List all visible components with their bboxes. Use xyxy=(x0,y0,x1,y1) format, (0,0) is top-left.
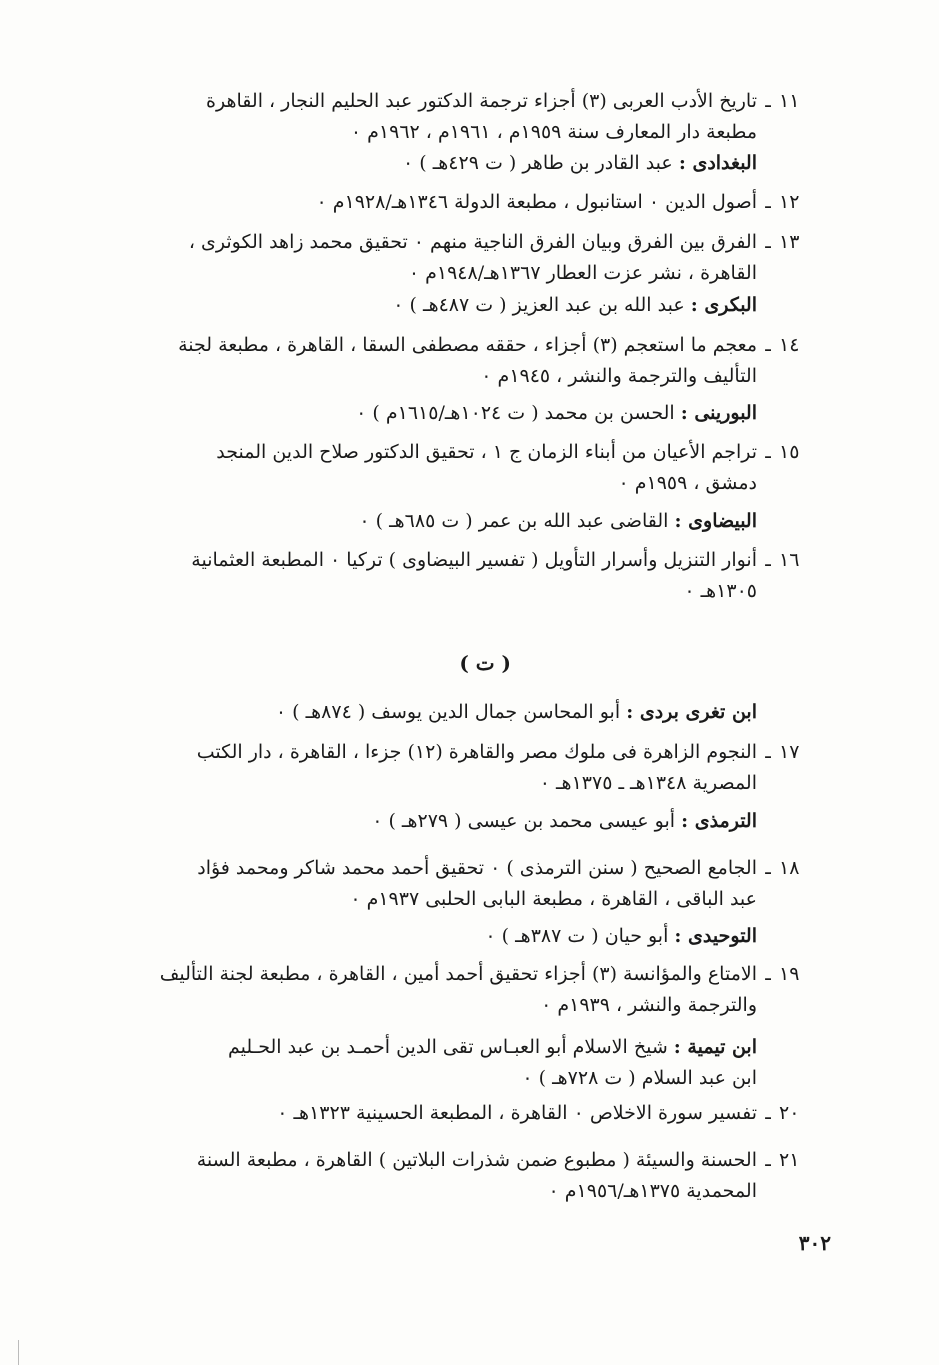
author-ibn-taymiyya xyxy=(228,1032,757,1062)
entry-19-continuation: والترجمة والنشر ، ١٩٣٩م ٠ xyxy=(541,994,757,1016)
author-baydawi xyxy=(359,506,757,536)
entry-15: ١٥ـتراجم الأعيان من أبناء الزمان ج ١ ، تحقيق الدكتور صلاح الدين المنجد xyxy=(216,437,821,467)
entry-number: ١١ xyxy=(779,90,800,112)
author-details: القاضى عبد الله بن عمر ( ت ٦٨٥هـ ) ٠ xyxy=(359,510,669,532)
author-name: ابن تيمية : xyxy=(673,1036,757,1058)
author-name: البغدادى : xyxy=(678,152,757,174)
page-number: ٣٠٢ xyxy=(798,1231,831,1255)
author-tirmidhi xyxy=(372,806,757,836)
entry-text: الفرق بين الفرق وبيان الفرق الناجية منهم ٠ تحقيق محمد زاهد الكوثرى ، xyxy=(188,231,757,253)
entry-21-continuation: المحمدية ١٣٧٥هـ/١٩٥٦م ٠ xyxy=(548,1180,757,1202)
entry-number: ١٦ xyxy=(779,549,800,571)
author-details: أبو عيسى محمد بن عيسى ( ٢٧٩هـ ) ٠ xyxy=(372,810,676,832)
entry-17-continuation: المصرية ١٣٤٨هـ ـ ١٣٧٥هـ ٠ xyxy=(539,772,757,794)
entry-number: ١٢ xyxy=(779,191,800,213)
entry-15-continuation: دمشق ، ١٩٥٩م ٠ xyxy=(618,472,757,494)
author-details: شيخ الاسلام أبو العبـاس تقى الدين أحمـد بن عبد الحـليم xyxy=(228,1036,668,1058)
entry-text: الامتاع والمؤانسة (٣) أجزاء تحقيق أحمد أمين ، القاهرة ، مطبعة لجنة التأليف xyxy=(159,963,757,985)
author-name: الترمذى : xyxy=(681,810,757,832)
entry-number: ٢١ xyxy=(779,1149,800,1171)
author-name: التوحيدى : xyxy=(674,925,757,947)
author-name: ابن تغرى بردى : xyxy=(626,701,757,723)
author-ibn-taymiyya-continuation: ابن عبد السلام ( ت ٧٢٨هـ ) ٠ xyxy=(522,1067,757,1089)
entry-number: ١٥ xyxy=(779,441,800,463)
author-tawhidi xyxy=(485,921,757,951)
entry-18: ١٨ـالجامع الصحيح ( سنن الترمذى ) ٠ تحقيق أحمد محمد شاكر ومحمد فؤاد xyxy=(197,853,821,883)
entry-19: ١٩ـالامتاع والمؤانسة (٣) أجزاء تحقيق أحمد أمين ، القاهرة ، مطبعة لجنة التأليف xyxy=(160,959,821,989)
author-details: عبد القادر بن طاهر ( ت ٤٢٩هـ ) ٠ xyxy=(402,152,673,174)
entry-11-continuation: مطبعة دار المعارف سنة ١٩٥٩م ، ١٩٦١م ، ١٩٦٢م ٠ xyxy=(350,121,757,143)
entry-11: ١١ـتاريخ الأدب العربى (٣) أجزاء ترجمة الدكتور عبد الحليم النجار ، القاهرة xyxy=(206,86,821,116)
entry-16-continuation: ١٣٠٥هـ ٠ xyxy=(684,580,757,602)
entry-number: ١٧ xyxy=(779,741,800,763)
author-bakri xyxy=(393,290,757,320)
entry-17: ١٧ـالنجوم الزاهرة فى ملوك مصر والقاهرة (١٢) جزءا ، القاهرة ، دار الكتب xyxy=(197,737,821,767)
author-ibn-taghri-birdi xyxy=(276,697,757,727)
margin-mark xyxy=(18,1340,19,1365)
author-name: البيضاوى : xyxy=(674,510,757,532)
author-details: عبد الله بن عبد العزيز ( ت ٤٨٧هـ ) ٠ xyxy=(393,294,685,316)
author-details: الحسن بن محمد ( ت ١٠٢٤هـ/١٦١٥م ) ٠ xyxy=(356,402,675,424)
entry-number: ١٩ xyxy=(779,963,800,985)
entry-number: ١٨ xyxy=(779,857,800,879)
entry-14: ١٤ـمعجم ما استعجم (٣) أجزاء ، حققه مصطفى السقا ، القاهرة ، مطبعة لجنة xyxy=(178,330,821,360)
entry-13: ١٣ـالفرق بين الفرق وبيان الفرق الناجية منهم ٠ تحقيق محمد زاهد الكوثرى ، xyxy=(189,227,821,257)
entry-text: أنوار التنزيل وأسرار التأويل ( تفسير البيضاوى ) تركيا ٠ المطبعة العثمانية xyxy=(191,549,757,571)
entry-text: الجامع الصحيح ( سنن الترمذى ) ٠ تحقيق أحمد محمد شاكر ومحمد فؤاد xyxy=(197,857,757,879)
entry-text: أصول الدين ٠ استانبول ، مطبعة الدولة ١٣٤٦هـ/١٩٢٨م ٠ xyxy=(316,191,757,213)
entry-number: ١٤ xyxy=(779,334,800,356)
author-name: البورينى : xyxy=(680,402,757,424)
entry-14-continuation: التأليف والترجمة والنشر ، ١٩٤٥م ٠ xyxy=(481,365,757,387)
author-baghdadi xyxy=(403,148,757,178)
author-name: البكرى : xyxy=(690,294,757,316)
entry-text: الحسنة والسيئة ( مطبوع ضمن شذرات البلاتين ) القاهرة ، مطبعة السنة xyxy=(196,1149,757,1171)
entry-text: تفسير سورة الاخلاص ٠ القاهرة ، المطبعة الحسينية ١٣٢٣هـ ٠ xyxy=(277,1102,757,1124)
author-burini xyxy=(356,398,757,428)
section-heading: ( ت ) xyxy=(459,651,511,675)
author-details: أبو حيان ( ت ٣٨٧هـ ) ٠ xyxy=(485,925,669,947)
entry-12: ١٢ـأصول الدين ٠ استانبول ، مطبعة الدولة ١٣٤٦هـ/١٩٢٨م ٠ xyxy=(316,187,821,217)
entry-13-continuation: القاهرة ، نشر عزت العطار ١٣٦٧هـ/١٩٤٨م ٠ xyxy=(408,262,757,284)
entry-text: تاريخ الأدب العربى (٣) أجزاء ترجمة الدكتور عبد الحليم النجار ، القاهرة xyxy=(206,90,757,112)
entry-16: ١٦ـأنوار التنزيل وأسرار التأويل ( تفسير البيضاوى ) تركيا ٠ المطبعة العثمانية xyxy=(191,545,821,575)
entry-18-continuation: عبد الباقى ، القاهرة ، مطبعة البابى الحلبى ١٩٣٧م ٠ xyxy=(350,888,757,910)
entry-21: ٢١ـالحسنة والسيئة ( مطبوع ضمن شذرات البلاتين ) القاهرة ، مطبعة السنة xyxy=(197,1145,821,1175)
author-details: أبو المحاسن جمال الدين يوسف ( ٨٧٤هـ ) ٠ xyxy=(275,701,621,723)
entry-text: النجوم الزاهرة فى ملوك مصر والقاهرة (١٢) جزءا ، القاهرة ، دار الكتب xyxy=(196,741,757,763)
entry-number: ١٣ xyxy=(779,231,800,253)
entry-20: ٢٠ـتفسير سورة الاخلاص ٠ القاهرة ، المطبعة الحسينية ١٣٢٣هـ ٠ xyxy=(277,1098,821,1128)
entry-text: معجم ما استعجم (٣) أجزاء ، حققه مصطفى السقا ، القاهرة ، مطبعة لجنة xyxy=(178,334,757,356)
entry-number: ٢٠ xyxy=(779,1102,800,1124)
entry-text: تراجم الأعيان من أبناء الزمان ج ١ ، تحقيق الدكتور صلاح الدين المنجد xyxy=(216,441,757,463)
